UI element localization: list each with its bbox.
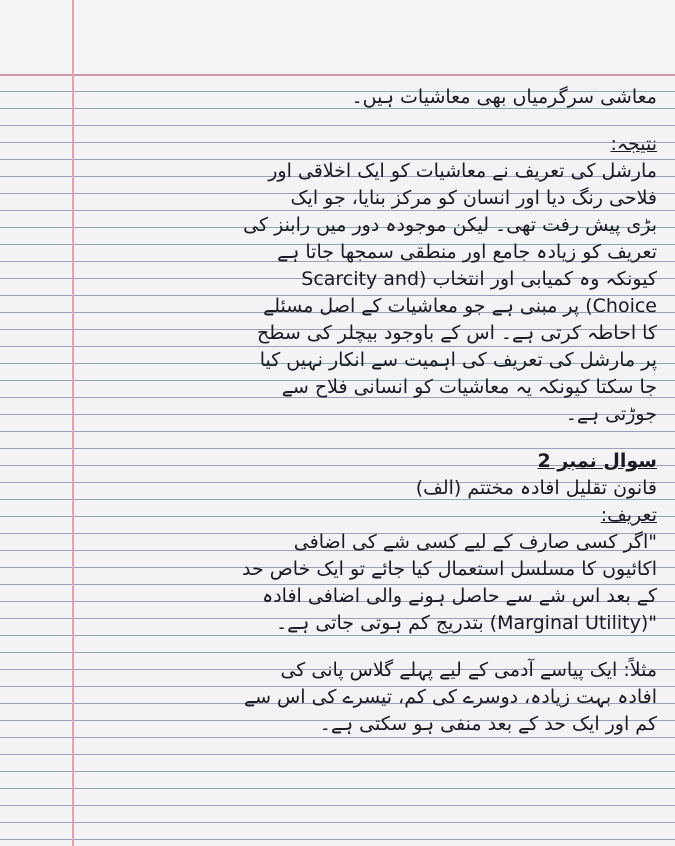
conclusion-line: جوڑتی ہے۔ [565,403,657,425]
margin-line [72,0,74,846]
example-line: مثلاً: ایک پیاسے آدمی کے لیے پہلے گلاس پانی کی [280,659,657,681]
spacer [80,637,657,657]
law-title: قانون تقلیل افادہ مختتم (الف) [415,477,657,499]
conclusion-line: فلاحی رنگ دیا اور انسان کو مرکز بنایا، جو ایک [290,187,657,209]
definition-heading: تعریف: [600,504,657,526]
definition-line: "(Marginal Utility) بتدریج کم ہوتی جاتی ہے۔ [275,612,657,634]
example-line: کم اور ایک حد کے بعد منفی ہو سکتی ہے۔ [319,713,657,735]
conclusion-line: Choice) پر مبنی ہے جو معاشیات کے اصل مسئلے [263,295,657,317]
example-line: افادہ بہت زیادہ، دوسرے کی کم، تیسرے کی اس سے [243,686,657,708]
conclusion-line: کا احاطہ کرتی ہے۔ اس کے باوجود بیچلر کی سطح [257,322,657,344]
conclusion-line: بڑی پیش رفت تھی۔ لیکن موجودہ دور میں رابنز کی [243,214,657,236]
header-rule [0,74,675,76]
spacer [80,111,657,131]
conclusion-line: کیونکہ وہ کمیابی اور انتخاب (Scarcity and [301,268,657,290]
definition-line: کے بعد اس شے سے حاصل ہونے والی اضافی افادہ [262,585,657,607]
conclusion-heading: نتیجہ: [610,133,657,155]
conclusion-line: مارشل کی تعریف نے معاشیات کو ایک اخلاقی اور [268,160,657,182]
conclusion-line: پر مارشل کی تعریف کی اہمیت سے انکار نہیں کیا [259,349,657,371]
definition-line: "اگر کسی صارف کے لیے کسی شے کی اضافی [293,531,657,553]
conclusion-line: جا سکتا کیونکہ یہ معاشیات کو انسانی فلاح سے [281,376,657,398]
definition-line: اکائیوں کا مسلسل استعمال کیا جائے تو ایک خاص حد [242,558,657,580]
spacer [80,428,657,448]
question-heading: سوال نمبر 2 [537,450,657,472]
handwritten-notes [80,84,657,738]
conclusion-line: تعریف کو زیادہ جامع اور منطقی سمجھا جاتا ہے [277,241,657,263]
intro-line: معاشی سرگرمیاں بھی معاشیات ہیں۔ [351,86,657,108]
